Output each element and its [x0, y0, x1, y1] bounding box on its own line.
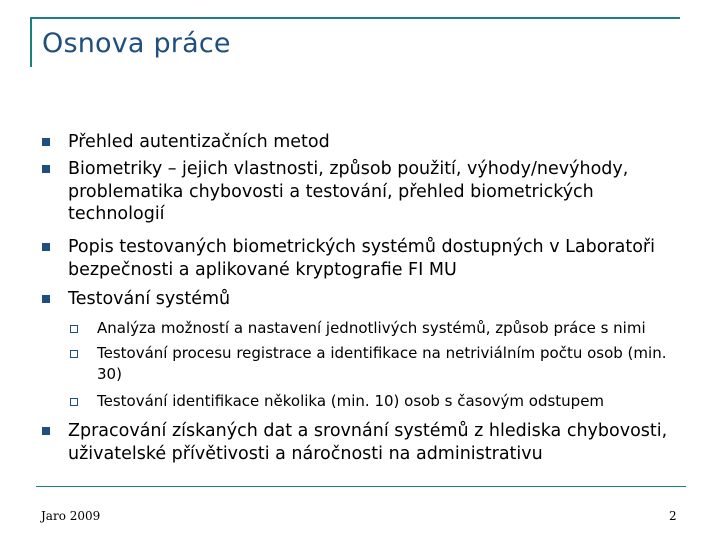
sub-bullet-text: Analýza možností a nastavení jednotlivých systémů, způsob práce s nimi — [97, 319, 646, 337]
bullet-text: Zpracování získaných dat a srovnání systémů z hlediska chybovosti, uživatelské přívětivosti a náročnosti na administrativu — [68, 421, 668, 464]
square-bullet-icon — [42, 243, 50, 251]
square-bullet-icon — [42, 138, 50, 146]
square-bullet-icon — [42, 295, 50, 303]
sub-bullet-text: Testování procesu registrace a identifikace na netriviálním počtu osob (min. 30) — [97, 344, 667, 383]
hollow-square-bullet-icon — [70, 398, 78, 406]
footer-divider — [36, 486, 686, 487]
bullet-text: Přehled autentizačních metod — [68, 132, 330, 152]
footer-date: Jaro 2009 — [41, 509, 101, 523]
bullet-text: Testování systémů — [68, 289, 231, 309]
slide-title: Osnova práce — [42, 28, 231, 59]
hollow-square-bullet-icon — [70, 325, 78, 333]
hollow-square-bullet-icon — [70, 350, 78, 358]
sub-bullet-text: Testování identifikace několika (min. 10) osob s časovým odstupem — [97, 392, 605, 410]
square-bullet-icon — [42, 427, 50, 435]
bullet-text: Popis testovaných biometrických systémů dostupných v Laboratoři bezpečnosti a aplikované kryptografie FI MU — [68, 237, 655, 280]
page-number: 2 — [669, 509, 677, 523]
bullet-text: Biometriky – jejich vlastnosti, způsob použití, výhody/nevýhody, problematika chybovosti a testování, přehled biometrických technologií — [68, 159, 629, 224]
square-bullet-icon — [42, 165, 50, 173]
